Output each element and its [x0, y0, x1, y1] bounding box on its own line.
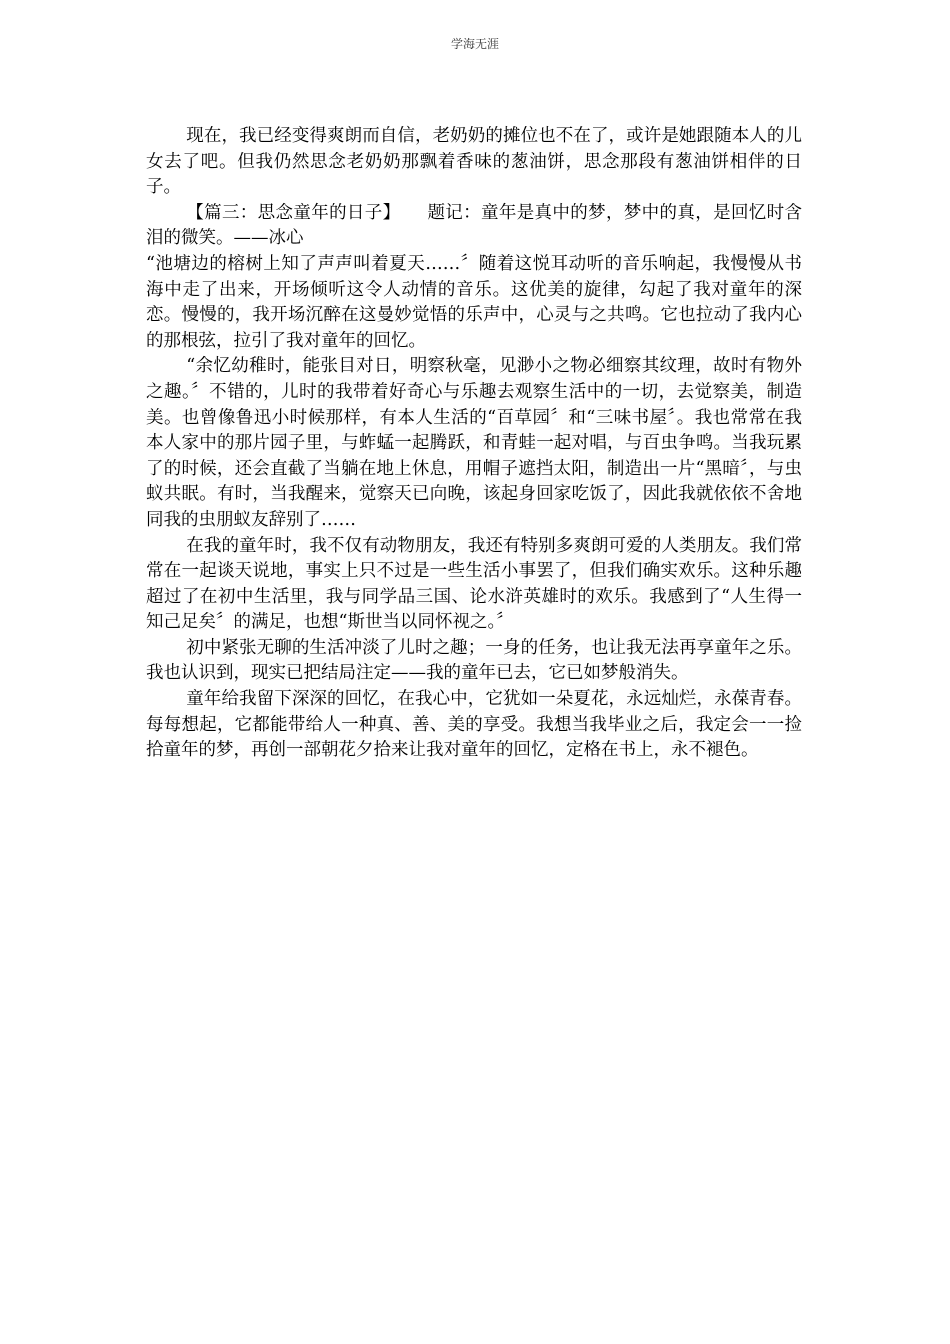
paragraph-closing-previous-essay: 现在，我已经变得爽朗而自信，老奶奶的摊位也不在了，或许是她跟随本人的儿女去了吧。但我仍然思念老奶奶那飘着香味的葱油饼，思念那段有葱油饼相伴的日子。	[146, 126, 802, 198]
paragraph-childhood-friends: 在我的童年时，我不仅有动物朋友，我还有特别多爽朗可爱的人类朋友。我们常常在一起谈天说地，事实上只不过是一些生活小事罢了，但我们确实欢乐。这种乐趣超过了在初中生活里，我与同学品三国、论水浒英雄时的欢乐。我感到了“人生得一知己足矣〞的满足，也想“斯世当以同怀视之。〞	[146, 535, 802, 633]
paragraph-essay-three-title-epigraph: 【篇三：思念童年的日子】 题记：童年是真中的梦，梦中的真，是回忆时含泪的微笑。——冰心	[146, 202, 802, 249]
paragraph-childhood-fun: “余忆幼稚时，能张目对日，明察秋毫，见渺小之物必细察其纹理，故时有物外之趣。〞不错的，儿时的我带着好奇心与乐趣去观察生活中的一切，去觉察美，制造美。也曾像鲁迅小时候那样，有本人生活的“百草园〞和“三味书屋〞。我也常常在我本人家中的那片园子里，与蚱蜢一起腾跃，和青蛙一起对唱，与百虫争鸣。当我玩累了的时候，还会直截了当躺在地上休息，用帽子遮挡太阳，制造出一片“黑暗〞，与虫蚁共眠。有时，当我醒来，觉察天已向晚，该起身回家吃饭了，因此我就依依不舍地同我的虫朋蚁友辞别了……	[146, 356, 802, 530]
paragraph-song-memory: “池塘边的榕树上知了声声叫着夏天……〞随着这悦耳动听的音乐响起，我慢慢从书海中走了出来，开场倾听这令人动情的音乐。这优美的旋律，勾起了我对童年的深恋。慢慢的，我开场沉醉在这曼妙觉悟的乐声中，心灵与之共鸣。它也拉动了我内心的那根弦，拉引了我对童年的回忆。	[146, 253, 802, 351]
paragraph-conclusion: 童年给我留下深深的回忆，在我心中，它犹如一朵夏花，永远灿烂，永葆青春。每每想起，它都能带给人一种真、善、美的享受。我想当我毕业之后，我定会一一捡拾童年的梦，再创一部朝花夕拾来让我对童年的回忆，定格在书上，永不褪色。	[146, 689, 802, 761]
article-body	[146, 124, 802, 764]
paragraph-middle-school: 初中紧张无聊的生活冲淡了儿时之趣；一身的任务，也让我无法再享童年之乐。我也认识到，现实已把结局注定——我的童年已去，它已如梦般消失。	[146, 637, 802, 684]
running-header: 学海无涯	[450, 37, 499, 51]
